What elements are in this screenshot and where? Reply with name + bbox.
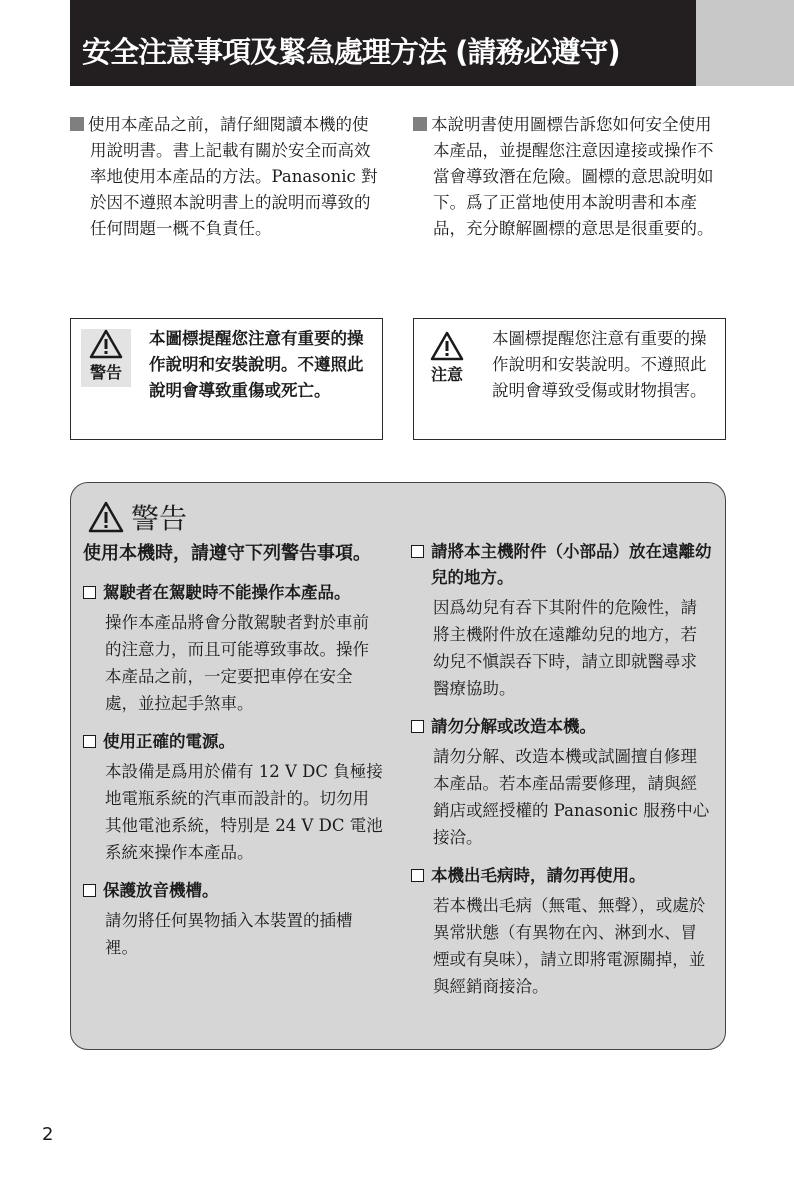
square-bullet-icon (70, 117, 84, 131)
checkbox-bullet-icon (83, 586, 96, 599)
warning-item (411, 539, 713, 702)
intro-left-text: 使用本產品之前，請仔細閱讀本機的使用說明書。書上記載有關於安全而高效率地使用本產品的方法。Panasonic 對於因不遵照本說明書上的說明而導致的任何問題一概不負責任。 (88, 115, 378, 238)
warning-item (411, 714, 713, 851)
warning-item-body: 若本機出毛病（無電、無聲），或處於異常狀態（有異物在內、淋到水、冒煙或有臭味），請立即將電源關掉，並與經銷商接洽。 (433, 896, 706, 996)
caution-label: 注意 (430, 365, 463, 384)
warning-item-body: 請勿將任何異物插入本裝置的插槽裡。 (105, 911, 353, 957)
warning-item-heading: 本機出毛病時，請勿再使用。 (431, 866, 646, 885)
warning-item (83, 878, 385, 961)
intro-right-text: 本說明書使用圖標告訴您如何安全使用本產品，並提醒您注意因違接或操作不當會導致潛在危險。圖標的意思說明如下。爲了正當地使用本說明書和本產品，充分瞭解圖標的意思是很重要的。 (431, 115, 714, 238)
panel-header-title: 警告 (131, 502, 188, 535)
square-bullet-icon (413, 117, 427, 131)
panel-left-column (83, 539, 385, 973)
caution-notice-box (413, 318, 726, 440)
side-tab (696, 0, 794, 86)
warning-triangle-icon (87, 500, 125, 534)
section-title: 安全注意事項及緊急處理方法 (請務必遵守) (82, 35, 620, 69)
warning-item (411, 863, 713, 1000)
checkbox-bullet-icon (83, 735, 96, 748)
warning-notice-icon (81, 329, 131, 387)
warning-item-body: 因爲幼兒有吞下其附件的危險性，請將主機附件放在遠離幼兒的地方，若幼兒不愼誤吞下時，請立即就醫尋求醫療協助。 (433, 598, 697, 698)
warning-item-body: 操作本產品將會分散駕駛者對於車前的注意力，而且可能導致事故。操作本產品之前，一定要把車停在安全處，並拉起手煞車。 (105, 613, 369, 713)
warning-item-heading: 請勿分解或改造本機。 (431, 717, 596, 736)
checkbox-bullet-icon (411, 869, 424, 882)
checkbox-bullet-icon (411, 545, 424, 558)
checkbox-bullet-icon (83, 884, 96, 897)
warning-item-heading: 使用正確的電源。 (103, 732, 235, 751)
warning-notice-box (70, 318, 383, 440)
caution-notice-icon (422, 331, 472, 385)
caution-notice-text: 本圖標提醒您注意有重要的操作說明和安裝說明。不遵照此說明會導致受傷或財物損害。 (492, 329, 707, 400)
warning-item (83, 729, 385, 866)
warning-item-heading: 保護放音機槽。 (103, 881, 219, 900)
warning-triangle-icon (430, 331, 464, 361)
page-number: 2 (42, 1124, 54, 1145)
intro-left (70, 112, 382, 242)
warning-triangle-icon (89, 329, 123, 359)
warning-item-body: 本設備是爲用於備有 12 V DC 負極接地電瓶系統的汽車而設計的。切勿用其他電池系統，特別是 24 V DC 電池系統來操作本產品。 (105, 762, 383, 862)
warning-item-heading: 駕駛者在駕駛時不能操作本產品。 (103, 583, 351, 602)
panel-header (87, 497, 187, 537)
warning-item (83, 580, 385, 717)
panel-lead: 使用本機時，請遵守下列警告事項。 (83, 543, 371, 564)
warning-notice-text: 本圖標提醒您注意有重要的操作說明和安裝說明。不遵照此說明會導致重傷或死亡。 (149, 329, 364, 400)
warning-item-heading: 請將本主機附件（小部品）放在遠離幼兒的地方。 (431, 542, 712, 587)
section-title-bar (70, 0, 696, 86)
warning-label: 警告 (89, 363, 122, 382)
warning-item-body: 請勿分解、改造本機或試圖擅自修理本產品。若本產品需要修理，請與經銷店或經授權的 Panasonic 服務中心接洽。 (433, 747, 710, 847)
checkbox-bullet-icon (411, 720, 424, 733)
intro-right (413, 112, 725, 242)
panel-right-column (411, 539, 713, 1012)
warning-panel (70, 482, 726, 1050)
